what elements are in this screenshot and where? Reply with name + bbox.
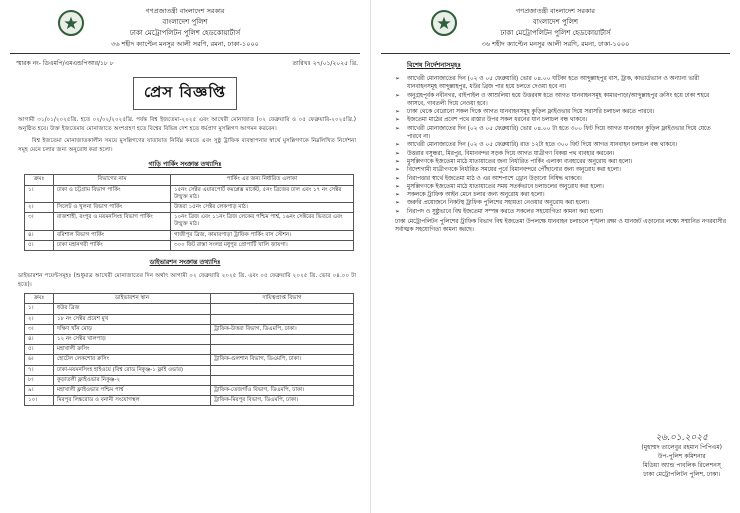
table-cell: ৩। [25,324,54,334]
press-release-title: প্রেস বিজ্ঞপ্তি [133,77,237,110]
instruction-text: আখেরী মোনাজাতের দিন (০২ ও ০৫ ফেব্রুয়ারি) ভোর ০৪.০০ টা হতে ৩০০ ফিট দিয়ে আগত যানবাহন কুড়িল ফ্লাইওভার দিয়ে যেতে পারবে না। [407,125,711,141]
instruction-text: ঢাকা থেকে বেরোনো সকল দিকে আগত যানবাহনসমূহ কুড়িল ফ্লাইওভার দিয়ে সরাসরি চলাচল করতে পারবে। [407,109,655,116]
table-cell [211,375,354,385]
diversion-paragraph: ডাইভারশন পয়েন্টসমূহঃ (শুধুমাত্র আখেরী মোনাজাতের দিন অর্থাৎ আগামী ০২ ফেব্রুয়ারি ২০২৫ খ্রি. এবং ০৫ ফেব্রুয়ারি ২০২৫ খ্রি. ভোর ০৪.০০ টা হতে)। [18,273,356,288]
table-row [25,396,354,406]
header-line-4: ৩৬ শহীদ ক্যাপ্টেন মনসুর আলী সরণি, রমনা, ঢাকা-১০০০ [111,40,259,48]
table-cell: ১৫নং সেক্টর এয়ারপোর্ট কমপ্লেক্স মার্কেট, ৫নং ব্রিজের ঢাল এবং ১৭ নং সেক্টর উন্মুক্ত মাঠ। [171,185,354,202]
table-cell: ১। [25,304,54,314]
table-cell: ৩। [25,213,54,230]
signature: ২৬.০১.২০২৫ [655,433,708,443]
arrow-bullet-icon: ➢ [395,76,400,82]
table-cell [211,345,354,355]
table-cell [211,314,354,324]
table-cell: মহাখালী ফ্লাইওভার পশ্চিম পার্শ্ব [54,386,211,396]
table-cell: রাজশাহী, রংপুর ও ময়মনসিংহ বিভাগ পার্কিং [54,213,171,230]
table-row [25,185,354,202]
parking-heading: গাড়ি পার্কিং সংক্রান্ত তথ্যাদিঃ [148,161,222,169]
table-cell: হোটেল লেকশোর ক্রসিং [54,355,211,365]
table-cell: গাজীপুর ব্রিজ, কামারপাড়া ট্রাফিক পার্কিং বাস স্টেশন। [171,230,354,240]
header-line-2: বাংলাদেশ পুলিশ [532,18,579,26]
instruction-text: সকলকে ট্রাফিক আইন মেনে চলার জন্য অনুরোধ করা হলো। [407,192,545,199]
instruction-item [371,199,740,207]
table-cell [211,365,354,375]
arrow-bullet-icon: ➢ [395,142,400,149]
table-cell: ঢাকা মহানগরী পার্কিং [54,240,171,250]
table-cell: ঢাকা ও চট্টগ্রাম বিভাগ পার্কিং [54,185,171,202]
signature-block [641,434,722,479]
table-cell: বরিশাল বিভাগ পার্কিং [54,230,171,240]
police-logo-icon [431,10,457,36]
column-header: পার্কিং এর জন্য নির্ধারিত এলাকা [171,175,354,185]
column-header: ক্রমঃ [25,175,54,185]
parking-table [24,174,354,251]
table-cell: ৪। [25,230,54,240]
column-header: ক্রমঃ [25,294,54,304]
arrow-bullet-icon: ➢ [395,150,400,157]
column-header: ডাইভারশন স্থান [54,294,211,304]
signatory-department: মিডিয়া অ্যান্ড পাবলিক রিলেশনস্ [642,462,721,469]
table-cell: ৬। [25,355,54,365]
memo-row [0,54,370,69]
instruction-text: অনুগ্রহপূর্বক নবীনগর, বাইপাইল ও আশুলিয়া হয়ে উত্তরবঙ্গ হতে আগত যানবাহনসমূহ কামারপাড়া/আব্দুল্লাহপুর ক্রসিং হয়ে ঢাকা শহরে আসবে, গাবতলী দিয়ে নেওয়া হবে। [407,92,710,107]
column-header: দায়িত্বপ্রাপ্ত বিভাগ [211,294,354,304]
signatory-name: (মুহাম্মদ তালেবুর রহমান পিপিএম) [641,444,722,451]
diversion-table [24,293,354,406]
table-cell: ১। [25,185,54,202]
column-header: বিভাগের নাম [54,175,171,185]
header-line-1: গণপ্রজাতন্ত্রী বাংলাদেশ সরকার [145,7,225,15]
instruction-item [371,175,740,183]
instruction-text: নিরাপদ ও সুষ্ঠুভাবে বিশ্ব ইজতেমা সম্পন্ন করতে সকলের সহযোগিতা কামনা করা হলো। [407,208,604,215]
diversion-heading: ডাইভারশন সংক্রান্ত তথ্যাদিঃ [149,259,221,266]
arrow-bullet-icon: ➢ [395,192,400,199]
arrow-bullet-icon: ➢ [395,158,400,165]
table-cell: সিলেট ও খুলনা বিভাগ পার্কিং [54,202,171,212]
table-cell: ৭। [25,365,54,375]
table-cell: মিরপুর লিঙ্করোড ও বনানী সংযোগস্থল [54,396,211,406]
table-row [25,240,354,250]
header-line-4: ৩৬ শহীদ ক্যাপ্টেন মনসুর আলী সরণি, রমনা, ঢাকা-১০০০ [481,40,630,48]
instruction-paragraph: বিশ্ব ইজতেমা মোনাজাতকালীন সময়ে মুসল্লিগণের যাতায়াত নির্বিঘ্ন করতে এবং সুষ্ঠু ট্রাফিক ব্যবস্থাপনার স্বার্থে মুসল্লিগণকে নিম্নলিখিত নির্দেশনা সমূহ মেনে চলার জন্য অনুরোধ করা হলো। [18,138,356,153]
table-cell: ১০নং ব্রিজ এবং ১১নং ব্রিজ লেকের পশ্চিম পার্শ্ব, ১৬নং সেক্টরের ভিতরে এবং উন্মুক্ত মাঠ। [171,213,354,230]
instruction-item [371,166,740,174]
instruction-text: মুসল্লিগণকে ইজতেমা মাঠে যাতায়াতের সময় সতর্কভাবে চলাচলের অনুরোধ করা হলো। [407,183,604,190]
table-cell: ৫। [25,345,54,355]
instruction-item [371,158,740,166]
table-header-row [25,175,354,185]
instruction-text: নিরাপত্তার স্বার্থে ইজতেমা মাঠ ও এর আশপাশে ড্রোন উড়ানো নিষিদ্ধ থাকবে। [407,175,582,182]
table-cell: দক্ষিণ খাঁন মোড় [54,324,211,334]
arrow-bullet-icon: ➢ [395,125,400,132]
table-cell: ১৮ নং সেক্টর প্রবেশ মুখ [54,314,211,324]
table-cell [211,304,354,314]
letterhead [371,0,740,50]
letterhead [0,0,370,50]
header-line-3: ঢাকা মেট্রোপলিটন পুলিশ হেডকোয়ার্টার্স [129,29,241,37]
instruction-item [371,125,740,142]
instruction-text: আখেরী মোনাজাতের দিন (০২ ও ০৫ ফেব্রুয়ারি) রাত ১২টা হতে ৩০০ ফিট দিয়ে আগত যানবাহন চলাচল বন্ধ থাকবে। [407,142,678,149]
table-cell: ১২ নং সেক্টর খালপাড় [54,335,211,345]
instruction-list [371,75,740,216]
table-cell: ৩০০ ফিট রাস্তা সংলগ্ন মধুপুর প্রোপার্টি খালি জায়গা। [171,240,354,250]
table-row [25,230,354,240]
instruction-item [371,108,740,116]
table-cell: ট্রাফিক-উত্তরা বিভাগ, ডিএমপি, ঢাকা। [211,324,354,334]
instruction-item [371,116,740,124]
table-cell: ঢাকা-ময়মনসিংহ হাইওয়ে (বিশ্ব রোড নিকুঞ্জ-১ ফ্লাই ওভার) [54,365,211,375]
memo-date: তারিখঃ ২৭/০১/২০২৫ খ্রি. [292,60,358,67]
arrow-bullet-icon: ➢ [395,175,400,182]
signatory-office: ঢাকা মেট্রোপলিটন পুলিশ, ঢাকা। [643,471,721,478]
table-row [25,304,354,314]
instruction-item [371,92,740,109]
header-line-2: বাংলাদেশ পুলিশ [162,18,208,26]
instruction-item [371,75,740,92]
header-divider [381,53,730,54]
table-header-row [25,294,354,304]
table-cell: ৪। [25,335,54,345]
header-line-1: গণপ্রজাতন্ত্রী বাংলাদেশ সরকার [516,7,595,15]
instruction-text: বিদেশগামী যাত্রীগণকে নির্ধারিত সময়ের পূর্বে বিমানবন্দরে পৌঁছানোর জন্য অনুরোধ করা হলো। [407,167,621,174]
table-row [25,324,354,334]
table-row [25,345,354,355]
table-row [25,355,354,365]
arrow-bullet-icon: ➢ [395,200,400,207]
table-cell: ধউর ব্রিজ [54,304,211,314]
table-cell: কুড়াতলী ফ্লাইওভার নিকুঞ্জ-২ [54,375,211,385]
press-release-page-2 [371,0,740,513]
title-box [0,77,370,110]
table-row [25,202,354,212]
instruction-item [371,141,740,149]
instruction-item [371,208,740,216]
table-cell: ট্রাফিক-মিরপুর বিভাগ, ডিএমপি, ঢাকা। [211,396,354,406]
table-row [25,365,354,375]
arrow-bullet-icon: ➢ [395,109,400,116]
special-instructions-heading: বিশেষ নির্দেশনাসমূহঃ [407,61,461,69]
intro-paragraph: আগামী ৩১/০১/২০২৫খ্রি. হতে ০২/০২/২০২৫খ্রি. পর্যন্ত বিশ্ব ইজতেমা-২০২৫ এবং আখেরী মোনাজাত (০২ ফেব্রুয়ারি ও ০৫ ফেব্রুয়ারি-২০২৫খ্রি.) অনুষ্ঠিত হবে। উক্ত ইজতেমায় মোনাজাতে অংশগ্রহণ হতে বিশ্বের বিভিন্ন দেশ হতে ধর্মপ্রাণ মুসল্লিগণ আগমন করবেন। [18,117,356,132]
table-row [25,213,354,230]
table-cell: ট্রাফিক-গুলশান বিভাগ, ডিএমপি, ঢাকা। [211,355,354,365]
table-cell: ৫। [25,240,54,250]
table-row [25,375,354,385]
arrow-bullet-icon: ➢ [395,92,400,99]
police-logo-icon [58,10,84,36]
table-cell: ২। [25,314,54,324]
instruction-text: উত্তরার বসুন্ধরা, মিরপুর, বিমানবন্দর সড়ক দিয়ে আগত যাত্রীগণ বিকল্প পথ ব্যবহার করবেন। [407,150,615,157]
table-row [25,386,354,396]
arrow-bullet-icon: ➢ [395,183,400,190]
instruction-item [371,150,740,158]
table-cell: উত্তরা ১৫নং সেক্টর লেকপাড় মাঠ। [171,202,354,212]
table-cell: ২। [25,202,54,212]
table-cell: ১০। [25,396,54,406]
instruction-text: মুসল্লিগণকে ইজতেমা মাঠে যাতায়াতের জন্য নির্ধারিত পার্কিং এলাকা ব্যবহারের অনুরোধ করা হলো। [407,158,633,165]
table-cell [211,335,354,345]
table-cell: মহাখালী ক্রসিং [54,345,211,355]
instruction-item [371,191,740,199]
instruction-text: জরুরি প্রয়োজনে নিকটস্থ ট্রাফিক পুলিশের সহায়তা নেওয়ার অনুরোধ করা হলো। [407,200,590,207]
signatory-title: উপ-পুলিশ কমিশনার [657,453,706,460]
table-row [25,335,354,345]
arrow-bullet-icon: ➢ [395,208,400,215]
instruction-text: আখেরী মোনাজাতের দিন (০২ ও ০৫ ফেব্রুয়ারি) ভোর ০৪.০০ ঘটিকা হতে আব্দুল্লাহপুর বাস, ট্রাক, কাভার্ডভ্যান ও অন্যান্য ভারী যানবাহনসমূহ আব্দুল্লাহপুর, ধউর ব্রিজ পার হয়ে চলতে দেওয়া হবে না। [407,76,700,91]
closing-paragraph: ঢাকা মেট্রোপলিটন পুলিশের ট্রাফিক বিভাগ বিশ্ব ইজতেমা উপলক্ষে যানবাহন চলাচলে শৃঙ্খলা রক্ষা ও যানজট এড়ানোর লক্ষ্যে সম্মানিত নগরবাসীর সর্বাত্মক সহযোগিতা কামনা করছে। [395,219,726,234]
instruction-item [371,183,740,191]
table-cell: ৯। [25,386,54,396]
table-cell: ট্রাফিক-তেজগাঁও বিভাগ, ডিএমপি, ঢাকা। [211,386,354,396]
instruction-text: ইজতেমা মাঠের প্রবেশ পথে রাস্তার উপর সকল ধরনের যান চলাচল বন্ধ থাকবে। [407,117,588,124]
memo-number: স্মারক নং- ডিএমপি/এমএন্ডপিআর/১৮ ৮ [16,60,114,67]
table-cell: ৮। [25,375,54,385]
header-line-3: ঢাকা মেট্রোপলিটন পুলিশ হেডকোয়ার্টার্স [500,29,611,37]
table-row [25,314,354,324]
arrow-bullet-icon: ➢ [395,167,400,174]
arrow-bullet-icon: ➢ [395,117,400,124]
